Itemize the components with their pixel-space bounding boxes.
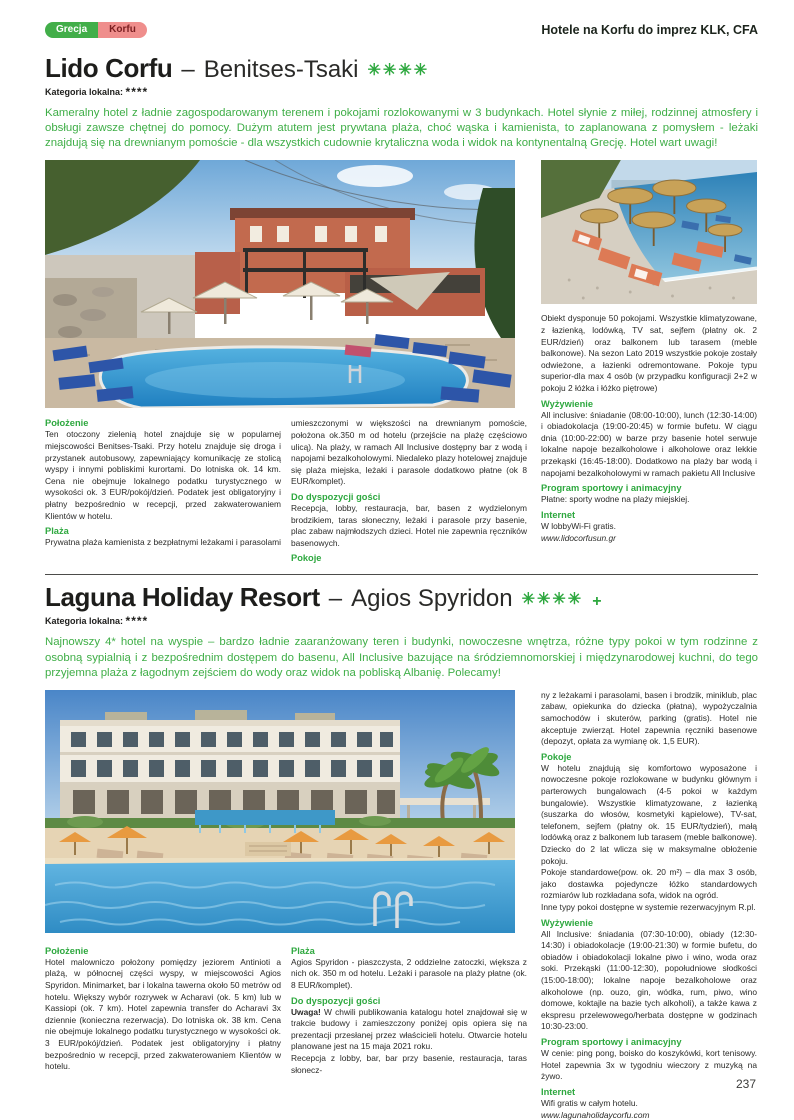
laguna-pokoje-text3: Inne typy pokoi dostępne w systemie rezerwacyjnym R.pl.	[541, 901, 756, 912]
lido-hotel-name: Lido Corfu	[45, 53, 173, 83]
lido-intro-paragraph: Kameralny hotel z ładnie zagospodarowanym terenem i pokojami rozlokowanymi w 3 budynkach. Hotel słynie z miłej, rodzinnej atmosfery i obsługi zawsze chętnej do pomocy. Dużym atutem jest prywtana plaża, choć wąska i kamienista, to zaplanowana z pomysłem - leżaki znajdują się na drewnianym pomoście - dla wszystkich cudownie krytaliczna woda i widok na kontynentalną Grecję. Hotel wart uwagi!	[45, 107, 758, 150]
lido-wyzywienie-heading: Wyżywienie	[541, 398, 594, 409]
lido-polozenie-text: Ten otoczony zielenią hotel znajduje się w popularnej miejscowości Benitses-Tsaki. Przy hotelu znajduje się droga i przystanek autobusowy, zapewniający komunikację ze stolicą wyspy i innymi pobliskimi kurortami. Do lotniska ok. 14 km. Cena nie obejmuje lokalnego podatku turystycznego w wysokości ok. 3 EUR/pokój/dzień. Podatek jest obligatoryjny i płatny bezpośrednio w recepcji, przed zakwaterowaniem Klientów w hotelu.	[45, 429, 281, 521]
laguna-col-plaza	[291, 946, 527, 1076]
destination-tags	[45, 22, 147, 38]
laguna-left-column	[45, 690, 527, 1120]
laguna-pokoje-text1: W hotelu znajdują się komfortowo wyposażone i nowoczesne pokoje rozlokowane w budynku głównym i parterowych bungalowach (4-5 pokoi w każdym bungalowie). Wszystkie klimatyzowane, z łazienką (suszarka do włosów, kosmetyki kąpielowe), TV-sat, telefonem, sejfem (płatny ok. 15 EUR/tydzień), małą lodówką oraz z balkonem lub tarasem (meble balkonowe). Dziecko do 2 lat wlicza się w maksymalne obłożenie pokoju.	[541, 762, 757, 866]
page-number: 237	[735, 1077, 756, 1091]
lido-left-column	[45, 160, 527, 564]
laguna-content-row	[45, 690, 758, 1120]
tag-korfu: Korfu	[98, 22, 147, 38]
lido-website-url: www.lidocorfusun.gr	[541, 533, 616, 544]
laguna-pokoje-text2: Pokoje standardowe(pow. ok. 20 m²) – dla max 3 osób, jako dostawka pojedyncze łóżko standardowych rozmiarów lub rozkładana sofa, widok na ogród.	[541, 867, 757, 901]
laguna-uwaga-text: W chwili publikowania katalogu hotel znajdował się w trakcie budowy i zamieszczony poniżej opis opiera się na prezentacji przesłanej przez właścicieli hotelu. Otwarcie hotelu planowane jest na 15 maja 2021 roku.	[291, 1006, 527, 1052]
tag-grecja: Grecja	[45, 22, 98, 38]
laguna-text-columns	[45, 946, 527, 1076]
lido-do-dyspozycji-heading: Do dyspozycji gości	[291, 492, 381, 503]
laguna-category-stars: ****	[125, 614, 149, 629]
section-divider	[45, 574, 758, 575]
lido-program-text: Płatne: sporty wodne na plaży miejskiej.	[541, 494, 690, 505]
lido-wyzywienie-text: All inclusive: śniadanie (08:00-10:00), lunch (12:30-14:00) i obiadokolacja (19:00-20:45) w formie bufetu. W ciągu dnia (10:00-22:00) w barze przy basenie hotel serwuje lokalne napoje bezalkoholowe i alkoholowe oraz lekkie przekąski (16:45-18:00). Dodatkowo na plaży bar wodą i napojami bezalkoholowymi w ramach pakietu All Inclusive	[541, 409, 757, 478]
laguna-sun-rating-suffix: +	[592, 593, 602, 611]
laguna-polozenie-text: Hotel malowniczo położony pomiędzy jeziorem Antinioti a plażą, w północnej części wyspy, w miejscowości Agios Spyridon. Minimarket, bar i lokalna tawerna około 50 metrów od hotelu. Większy wybór rozrywek w Acharavi (ok. 5 km) lub w Kassiopi (ok. 7 km). Hotel zapewnia transfer do Acharavi 3x dziennie (konieczna rezerwacja). Do lotniska ok. 38 km. Cena nie obejmuje lokalnego podatku turystycznego w wysokości ok. 3 EUR/pokój/dzień. Podatek jest obligatoryjny i płatny bezpośrednio w recepcji, przed zakwaterowaniem Klientów w hotelu.	[45, 956, 282, 1072]
laguna-plaza-heading: Plaża	[291, 945, 315, 956]
laguna-uwaga-label: Uwaga!	[291, 1006, 321, 1017]
lido-content-row	[45, 160, 758, 564]
lido-pokoje-text: Obiekt dysponuje 50 pokojami. Wszystkie klimatyzowane, z łazienką, lodówką, TV sat, sejfem (płatny ok. 2 EUR/dzień) oraz balkonem lub tarasem (meble balkonowe). Na sezon Lato 2019 wszystkie pokoje zostały odwieżone, a łazienki odremontowane. Pokoje typu superior-dla max 4 osób (w przypadku konfiguracji 2+2 w pokoju 2 łóżka i łóżko piętrowe)	[541, 313, 758, 394]
laguna-do-dyspozycji-heading: Do dyspozycji gości	[291, 995, 381, 1006]
lido-do-dyspozycji-text: Recepcja, lobby, restauracja, bar, basen z wydzielonym brodzikiem, taras słoneczny, leżaki i parasole przy basenie, plac zabaw najmłodszych dzieci. Hotel nie zapewnia ręczników basenowych.	[291, 503, 527, 548]
lido-pool-photo	[45, 160, 527, 408]
lido-col-polozenie	[45, 418, 281, 564]
laguna-col-polozenie	[45, 946, 281, 1076]
laguna-website-url: www.lagunaholidaycorfu.com	[541, 1110, 650, 1120]
laguna-resort-photo	[45, 690, 527, 933]
laguna-intro-paragraph: Najnowszy 4* hotel na wyspie – bardzo ładnie zaaranżowany teren i budynki, nowoczesne wnętrza, różne typy pokoi w tym rodzinne z osobną sypialnią i z bezpośrednim dostępem do basenu, All Inclusive bazujące na śródziemnomorskiej i międzynarodowej kuchni, do tego przyjemna plaża z łagodnym zejściem do wody oraz widok na pobliską Albanię. Polecamy!	[45, 636, 758, 679]
laguna-category-label: Kategoria lokalna:	[45, 616, 124, 627]
laguna-polozenie-heading: Położenie	[45, 945, 89, 956]
lido-pokoje-heading: Pokoje	[291, 553, 322, 564]
laguna-wyzywienie-text: All Inclusive: śniadania (07:30-10:00), obiady (12:30-14:30) i obiadokolacje (19:00-21:30) w formie bufetu, do obiadów i obiadokolacji lokalne piwo i wino, woda oraz soki. Przekąski (11:00-12:30), popołudniowe słodkości (15:00-18:00); lokalne napoje bezalkoholowe oraz alkoholowe (np. ouzo, gin, wódka, rum, piwo, wino domowe, koktajle na bazie tych alkoholi), a także kawa z ekspresu przelewowego/herbata dostępne w godzinach 10:30-23:00.	[541, 928, 757, 1032]
hotel-section-laguna	[45, 582, 758, 1120]
laguna-recepcja-text: Recepcja z lobby, bar, bar przy basenie, restauracja, taras słonecz-	[291, 1053, 527, 1075]
laguna-category-line	[45, 614, 758, 628]
lido-sun-rating-icons: ✳✳✳✳	[367, 62, 430, 79]
laguna-uwaga-paragraph	[291, 1007, 527, 1053]
lido-hotel-location: Benitses-Tsaki	[203, 56, 359, 83]
laguna-program-text: W cenie: ping pong, boisko do koszykówki, kort tenisowy. Hotel zapewnia 3x w tygodniu wieczory z muzyką na żywo.	[541, 1047, 757, 1082]
lido-text-columns	[45, 418, 527, 564]
lido-polozenie-heading: Położenie	[45, 418, 89, 429]
lido-plaza-text-col2: umieszczonymi w większości na drewnianym pomoście, położona ok.350 m od hotelu (przejście na plażę częściowo ulicą). Na plaży, w ramach All Inclusive dostępny bar z wodą i napojami bezalkoholowymi. Niedaleko plazy hotelowej znajduje się plaża miejska, leżaki i parasole dodatkowo płatne (ok 8 EUR/komplet).	[291, 418, 527, 487]
lido-category-label: Kategoria lokalna:	[45, 87, 124, 97]
lido-plaza-text-col1: Prywatna plaża kamienista z bezpłatnymi leżakami i parasolami	[45, 537, 281, 548]
laguna-sun-rating-icons: ✳✳✳✳	[521, 591, 584, 609]
laguna-hotel-location: Agios Spyridon	[351, 585, 513, 613]
laguna-title-row	[45, 582, 758, 613]
lido-right-text	[541, 313, 757, 543]
lido-category-line	[45, 85, 758, 99]
laguna-wyzywienie-heading: Wyżywienie	[541, 917, 594, 928]
laguna-internet-heading: Internet	[541, 1086, 576, 1097]
lido-title-separator: –	[181, 56, 195, 83]
lido-program-heading: Program sportowy i animacyjny	[541, 483, 682, 494]
laguna-hotel-name: Laguna Holiday Resort	[45, 582, 320, 613]
lido-beach-photo	[541, 160, 757, 304]
laguna-program-heading: Program sportowy i animacyjny	[541, 1036, 682, 1047]
header-right-title: Hotele na Korfu do imprez KLK, CFA	[541, 23, 758, 37]
lido-internet-text: W lobbyWi-Fi gratis.	[541, 520, 616, 531]
laguna-internet-text: Wifi gratis w całym hotelu.	[541, 1097, 638, 1108]
lido-internet-heading: Internet	[541, 509, 576, 520]
hotel-section-lido	[45, 53, 758, 564]
page-header	[45, 20, 758, 40]
laguna-right-column	[541, 690, 757, 1120]
lido-title-row	[45, 53, 758, 84]
lido-plaza-heading: Plaża	[45, 526, 69, 537]
lido-right-column	[541, 160, 757, 564]
laguna-continuation-text: ny z leżakami i parasolami, basen i brodzik, miniklub, plac zabaw, opiekunka do dziecka (płatna), wypożyczalnia samochodów i skuterów, parking (gratis). Hotel nie akceptuje zwierząt. Hotel zapewnia ręczniki basenowe (depozyt, opłata za wymianę ok. 1,5 EUR).	[541, 689, 757, 747]
lido-category-stars: ****	[125, 85, 149, 99]
laguna-pokoje-heading: Pokoje	[541, 751, 572, 762]
lido-col-middle	[291, 418, 527, 564]
laguna-title-separator: –	[328, 585, 343, 613]
laguna-plaza-text: Agios Spyridon - piaszczysta, 2 oddzielne zatoczki, większa z nich ok. 350 m od hotelu. Leżaki i parasole na plaży płatne (ok. 8 EUR/komplet).	[291, 956, 527, 991]
